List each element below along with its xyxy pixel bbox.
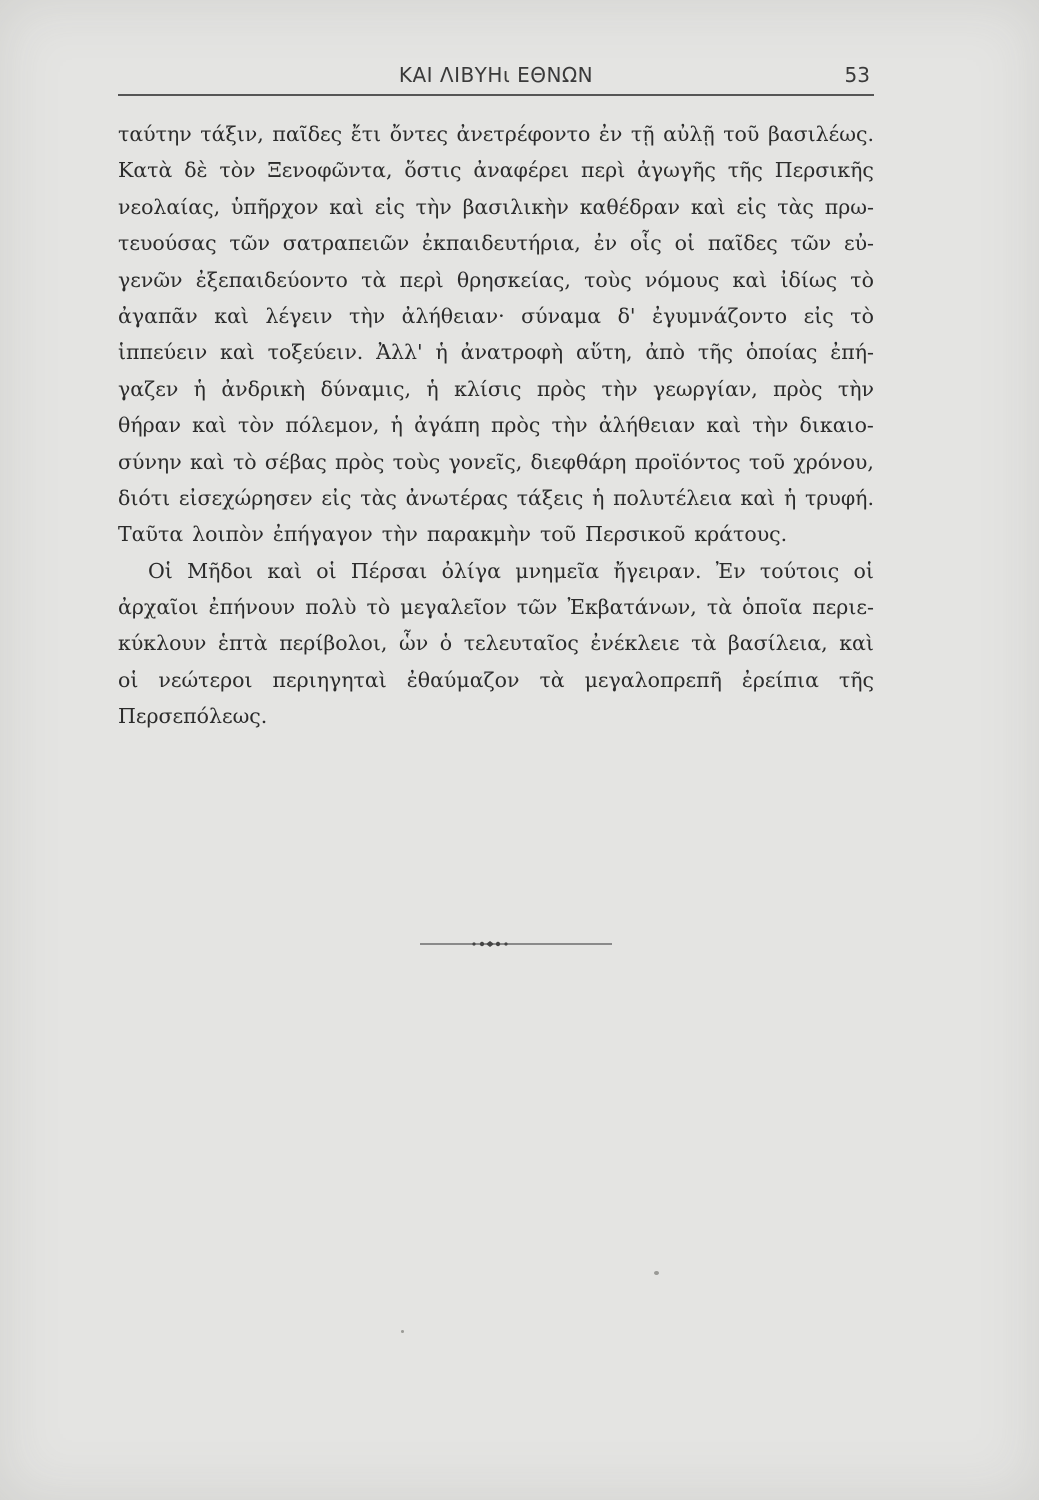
word: ἐν xyxy=(598,122,623,146)
word: τῶν xyxy=(790,231,832,256)
word: ἀπὸ xyxy=(645,340,685,365)
word: εὐ- xyxy=(843,231,874,256)
word: ἀνετρέφοντο xyxy=(456,122,591,146)
word: γεωργίαν, xyxy=(653,376,758,401)
word: βασιλικὴν xyxy=(462,194,569,219)
text-line xyxy=(118,625,874,661)
word: τοῦ xyxy=(748,449,786,474)
word: εἰσεχώρησεν xyxy=(178,485,313,510)
header-rule xyxy=(118,94,874,96)
word: ἤγειραν. xyxy=(613,558,702,583)
word: τὴν xyxy=(601,376,638,401)
word: εἰς xyxy=(736,194,767,219)
paper-speck xyxy=(401,1330,404,1333)
word: ἔτι xyxy=(350,122,382,146)
word: οἱ xyxy=(674,231,696,256)
word: πρὸς xyxy=(773,376,823,401)
word: ὁποίας xyxy=(745,340,818,365)
word: μεγαλοπρεπῆ xyxy=(584,667,722,692)
word: διότι xyxy=(118,485,171,510)
text-line xyxy=(118,407,874,443)
word: ἐξεπαιδεύοντο xyxy=(195,267,348,292)
word: τὴν xyxy=(752,413,789,438)
word: τῆς xyxy=(838,667,874,692)
word: τὸν xyxy=(238,413,275,438)
text-line xyxy=(118,189,874,225)
word: καὶ xyxy=(690,194,726,219)
word: σύνην xyxy=(118,449,182,474)
word: βασίλεια, xyxy=(727,631,828,656)
word: τὰς xyxy=(360,485,397,510)
text-line xyxy=(118,152,874,188)
paper-speck xyxy=(654,1271,659,1275)
word: ὀλίγα xyxy=(441,558,502,583)
word: ἡ xyxy=(426,376,439,401)
word: ἀγάπη xyxy=(414,413,480,438)
word: γαζεν xyxy=(118,376,179,401)
word: ἱππεύειν xyxy=(118,340,208,365)
word: καὶ xyxy=(329,194,364,219)
word: Οἱ xyxy=(148,558,173,583)
word: γονεῖς, xyxy=(448,449,523,474)
word: ἰδίως xyxy=(780,267,838,292)
word: δικαιο- xyxy=(799,413,874,438)
word: ἀγαπᾶν xyxy=(118,303,198,328)
word: καὶ xyxy=(740,485,776,510)
word: Περσεπόλεως. xyxy=(118,704,268,729)
word: παῖδες xyxy=(272,122,343,146)
text-line xyxy=(118,371,874,407)
text-line xyxy=(118,116,874,152)
word: καὶ xyxy=(192,413,227,438)
word: Ξενοφῶντα, xyxy=(267,158,393,183)
text-line xyxy=(118,480,874,516)
word: ὧν xyxy=(399,631,429,656)
word: τὴν xyxy=(837,376,874,401)
word: Περσικῆς xyxy=(774,158,874,183)
text-line xyxy=(118,298,874,334)
word: μνημεῖα xyxy=(515,558,600,583)
word: τὰ xyxy=(539,667,565,692)
word: περιε- xyxy=(812,595,874,620)
word: δύναμις, xyxy=(320,376,412,401)
word: τὰ xyxy=(706,595,733,620)
word: ἀνδρικὴ xyxy=(221,376,306,401)
word: τῇ xyxy=(630,122,655,146)
word: θρησκείας, xyxy=(456,267,571,292)
word: ἐν xyxy=(593,231,618,256)
word: παρακμὴν xyxy=(426,522,531,547)
word: ἐκπαιδευτήρια, xyxy=(422,231,581,256)
word: σατραπειῶν xyxy=(282,231,410,256)
text-line xyxy=(118,662,874,698)
word: καὶ xyxy=(214,303,249,328)
word: τὴν xyxy=(349,303,386,328)
word: ἀλήθειαν xyxy=(598,413,696,438)
running-head xyxy=(118,60,874,94)
word: τοὺς xyxy=(392,449,441,474)
word: τῶν xyxy=(516,595,558,620)
word: περὶ xyxy=(399,267,444,292)
word: Κατὰ xyxy=(118,158,173,183)
word: ἐγυμνάζοντο xyxy=(652,303,788,328)
word: εἰς xyxy=(374,194,405,219)
word: ὁποῖα xyxy=(742,595,803,620)
word: Ταῦτα xyxy=(118,522,184,547)
word: ὄντες xyxy=(389,122,448,146)
word: ὁ xyxy=(439,631,453,656)
word: τὸ xyxy=(850,303,874,328)
word: οἱ xyxy=(316,558,337,583)
word: οἱ xyxy=(853,558,874,583)
word: ἀρχαῖοι xyxy=(118,595,199,620)
word: τὰς xyxy=(777,194,814,219)
word: τὸ xyxy=(366,595,391,620)
word: μεγαλεῖον xyxy=(400,595,507,620)
word: θήραν xyxy=(118,413,181,438)
running-title: ΚΑΙ ΛΙΒΥΗι ΕΘΝΩΝ xyxy=(398,63,594,87)
word: ἀλήθειαν· xyxy=(401,303,505,328)
word: βασιλέως. xyxy=(767,122,874,146)
word: ὑπῆρχον xyxy=(230,194,319,219)
word: καὶ xyxy=(839,631,874,656)
word: σέβας xyxy=(264,449,327,474)
word: Ἀλλ' xyxy=(376,340,423,365)
word: τοξεύειν. xyxy=(267,340,364,365)
text-line xyxy=(118,225,874,261)
word: τῆς xyxy=(727,158,763,183)
word: τρυφή. xyxy=(804,485,874,510)
word: παῖδες xyxy=(707,231,778,256)
word: ἡ xyxy=(390,413,403,438)
word: ἀνωτέρας xyxy=(405,485,508,510)
word: τοῦ xyxy=(723,122,760,146)
word: νεώτεροι xyxy=(158,667,253,692)
word: καὶ xyxy=(189,449,225,474)
word: εἰς xyxy=(321,485,352,510)
word: Πέρσαι xyxy=(350,558,428,583)
page-number: 53 xyxy=(844,63,870,87)
word: πρὸς xyxy=(536,376,587,401)
word: ἀνατροφὴ xyxy=(460,340,564,365)
word: ἐπήνουν xyxy=(208,595,296,620)
word: νόμους xyxy=(644,267,720,292)
text-line xyxy=(118,334,874,370)
word: τάξεις xyxy=(516,485,584,510)
word: ἐνέκλειε xyxy=(590,631,680,656)
text-line xyxy=(118,516,874,552)
word: περὶ xyxy=(581,158,626,183)
text-line xyxy=(118,589,874,625)
word: οἷς xyxy=(629,231,662,256)
text-line xyxy=(118,553,874,589)
word: τὸ xyxy=(232,449,257,474)
word: ὅστις xyxy=(404,158,462,183)
word: καὶ xyxy=(220,340,255,365)
word: πόλεμον, xyxy=(285,413,380,438)
word: πρὸς xyxy=(334,449,385,474)
word: πολὺ xyxy=(305,595,357,620)
word: τούτοις xyxy=(759,558,840,583)
word: Ἐκβατάνων, xyxy=(567,595,697,620)
word: τοὺς xyxy=(584,267,632,292)
word: λοιπὸν xyxy=(192,522,264,547)
text-line xyxy=(118,444,874,480)
text-line xyxy=(118,698,874,734)
word: κύκλουν xyxy=(118,631,207,656)
word: ἐπήγαγον xyxy=(272,522,373,547)
word: καὶ xyxy=(732,267,768,292)
word: κλίσις xyxy=(454,376,522,401)
word: τῆς xyxy=(697,340,733,365)
word: τὸν xyxy=(219,158,256,183)
end-ornament xyxy=(420,939,612,949)
word: νεολαίας, xyxy=(118,194,221,219)
word: οἱ xyxy=(118,667,139,692)
word: καθέδραν xyxy=(579,194,681,219)
word: τὴν xyxy=(551,413,588,438)
word: ταύτην xyxy=(118,122,192,146)
word: ἡ xyxy=(592,485,605,510)
word: τὰ xyxy=(691,631,717,656)
word: ἀγωγῆς xyxy=(637,158,716,183)
word: Μῆδοι xyxy=(187,558,254,583)
word: πρὸς xyxy=(490,413,541,438)
body-text xyxy=(118,116,874,735)
word: γενῶν xyxy=(118,267,183,292)
word: πολυτέλεια xyxy=(613,485,732,510)
word: ἡ xyxy=(435,340,448,365)
word: ἡ xyxy=(783,485,797,510)
word: διεφθάρη xyxy=(530,449,627,474)
word: χρόνου, xyxy=(793,449,874,474)
word: αὐλῇ xyxy=(663,122,715,146)
word: ἐπή- xyxy=(830,340,874,365)
word: σύναμα xyxy=(521,303,602,328)
word: περιηγηταὶ xyxy=(272,667,387,692)
word: ἐθαύμαζον xyxy=(406,667,520,692)
word: εἰς xyxy=(803,303,834,328)
word: δὲ xyxy=(184,158,208,183)
word: κράτους. xyxy=(694,522,788,547)
word: Περσικοῦ xyxy=(585,522,686,547)
word: αὕτη, xyxy=(576,340,633,365)
word: τευούσας xyxy=(118,231,217,256)
word: ἀναφέρει xyxy=(473,158,570,183)
text-line xyxy=(118,262,874,298)
word: καὶ xyxy=(706,413,742,438)
word: τοῦ xyxy=(539,522,577,547)
word: περίβολοι, xyxy=(279,631,388,656)
word: λέγειν xyxy=(265,303,333,328)
word: τῶν xyxy=(229,231,270,256)
word: Ἐν xyxy=(715,558,746,583)
word: τάξιν, xyxy=(200,122,264,146)
word: τὴν xyxy=(415,194,452,219)
word: τὴν xyxy=(381,522,418,547)
word: καὶ xyxy=(267,558,303,583)
word: ἡ xyxy=(193,376,206,401)
word: τὸ xyxy=(850,267,874,292)
word: τελευταῖος xyxy=(463,631,579,656)
word: πρω- xyxy=(824,194,874,219)
word: τὰ xyxy=(361,267,387,292)
word: δ' xyxy=(617,303,636,328)
word: ἑπτὰ xyxy=(217,631,268,656)
word: προϊόντος xyxy=(634,449,741,474)
word: ἐρείπια xyxy=(741,667,819,692)
